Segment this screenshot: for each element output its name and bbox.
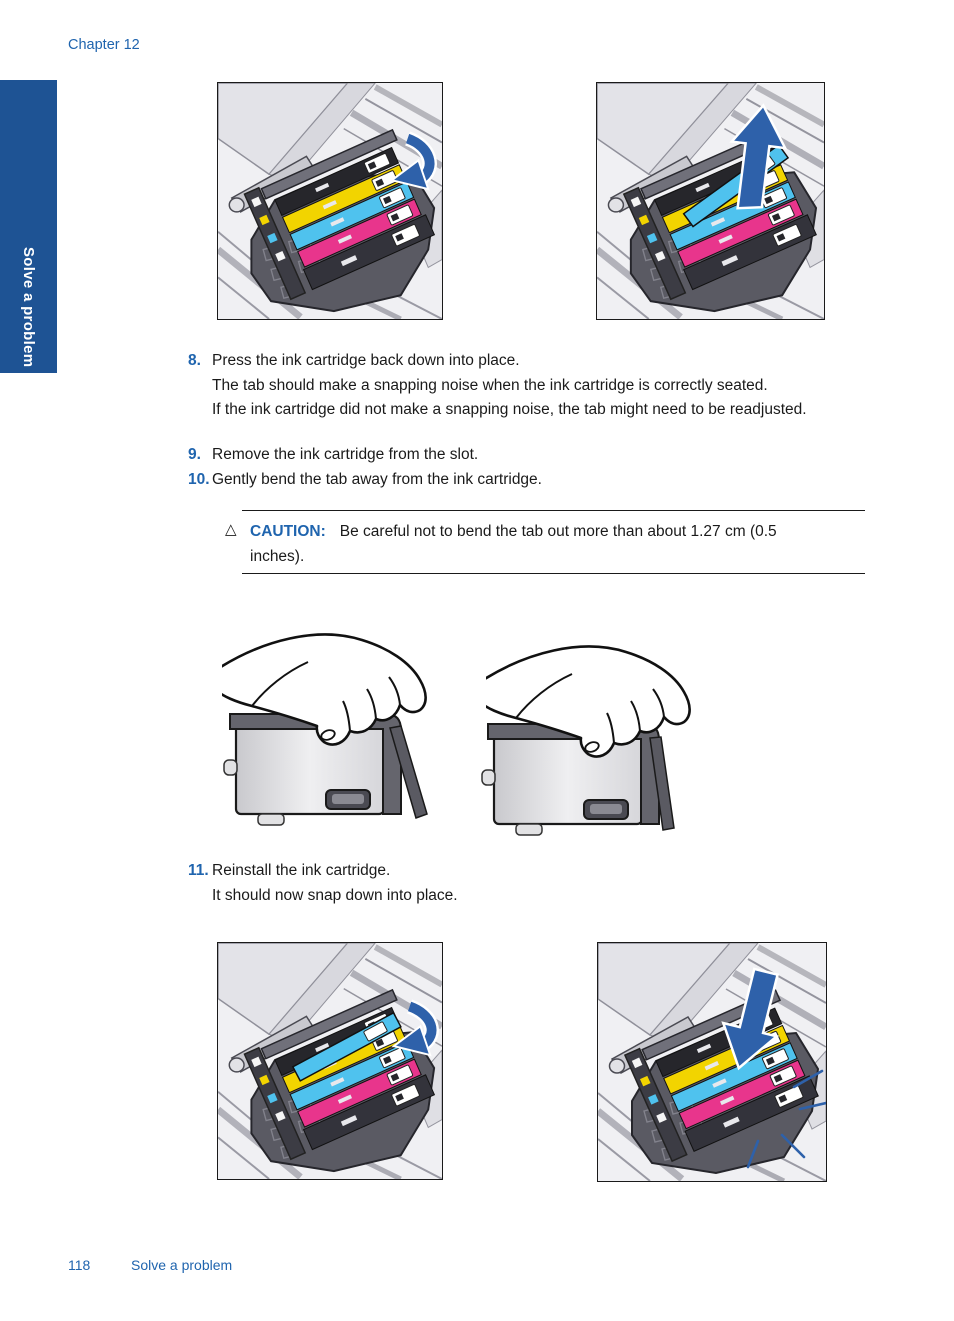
figure-remove-cartridge [596,82,825,320]
chapter-label: Chapter 12 [68,37,140,53]
step-detail: The tab should make a snapping noise when the ink cartridge is correctly seated. [212,376,768,394]
step-text: Gently bend the tab away from the ink cartridge. [212,471,542,488]
figure-press-cartridge-carriage [217,82,443,320]
printer-carriage-illustration [218,943,442,1179]
step-number: 8. [188,352,201,369]
warning-triangle-icon: △ [225,521,237,538]
step-text: Press the ink cartridge back down into place. [212,352,520,369]
caution-box [225,510,865,574]
sidebar-section-tab [0,80,57,373]
sidebar-section-label: Solve a problem [20,246,37,367]
footer-page-number: 118 [68,1257,91,1273]
step-10 [188,468,868,493]
printer-carriage-illustration [598,943,826,1181]
figure-hand-bend-tab-right [480,610,710,862]
step-9 [188,443,868,468]
printer-carriage-illustration [597,83,824,319]
caution-label: CAUTION: [250,523,326,540]
figure-reinstall-cartridge [217,942,443,1180]
hand-cartridge-illustration [222,600,452,852]
caution-text [250,520,810,569]
figure-snap-cartridge-down [597,942,827,1182]
step-body [212,349,868,423]
step-text: Reinstall the ink cartridge. [212,862,391,879]
step-number: 9. [188,446,201,463]
caution-message: Be careful not to bend the tab out more than about 1.27 cm (0.5 inches). [250,523,777,565]
step-text: Remove the ink cartridge from the slot. [212,446,479,463]
figure-hand-bend-tab-left [222,600,452,852]
step-8 [188,349,868,423]
step-number: 10. [188,471,210,488]
footer-section-label: Solve a problem [131,1257,233,1273]
step-number: 11. [188,862,209,879]
printer-carriage-illustration [218,83,442,319]
step-detail: If the ink cartridge did not make a snapping noise, the tab might need to be readjusted. [212,401,807,418]
step-body [212,859,868,908]
step-detail: It should now snap down into place. [212,886,458,904]
step-11 [188,859,868,908]
hand-cartridge-illustration [480,610,710,862]
